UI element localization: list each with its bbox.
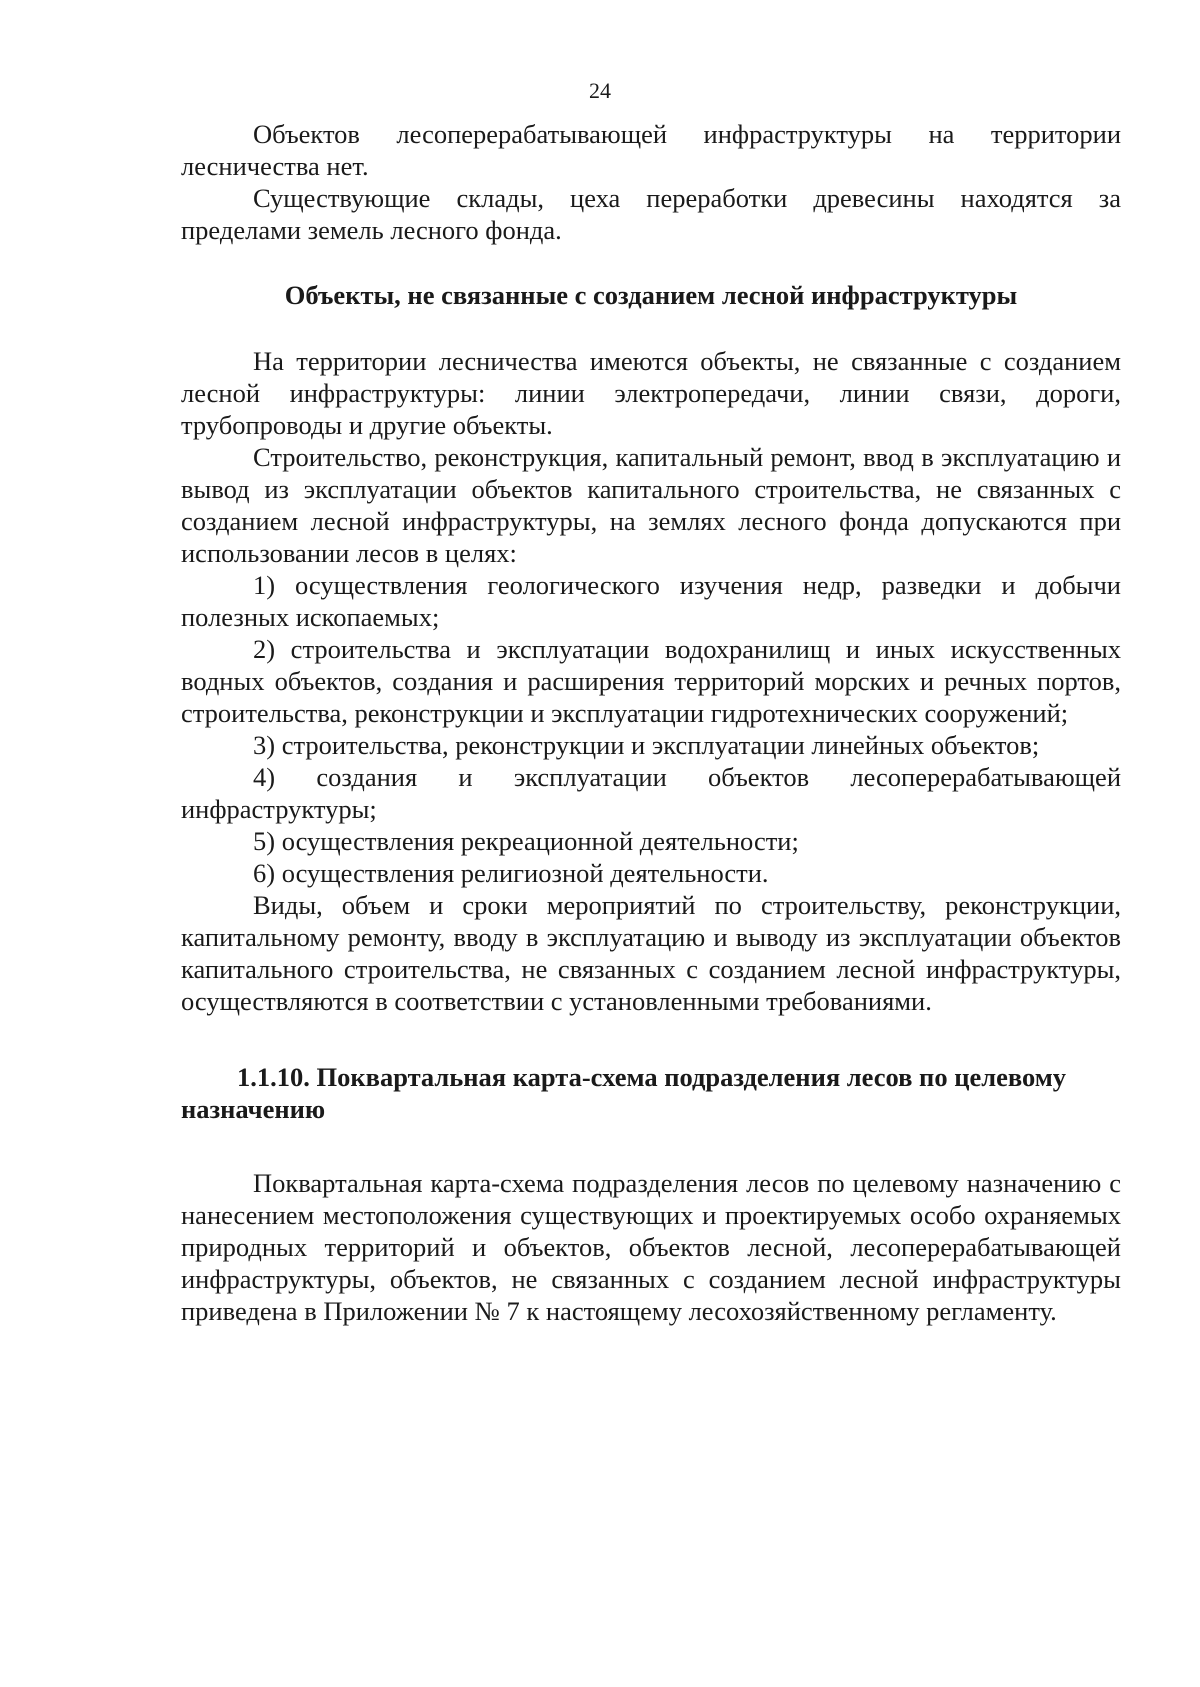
list-item: 6) осуществления религиозной деятельности. [253, 858, 769, 888]
paragraph: Поквартальная карта-схема подразделения лесов по целевому назначению с нанесением местоположения существующих и проектируемых особо охраняемых природных территорий и объектов, объектов лесной, лесоперерабатывающей инфраструктуры, объектов, не связанных с созданием лесной инфраструктуры приведена в Приложении № 7 к настоящему лесохозяйственному регламенту. [181, 1168, 1121, 1326]
paragraph: Существующие склады, цеха переработки древесины находятся за пределами земель лесного фонда. [181, 183, 1121, 245]
list-item: 3) строительства, реконструкции и эксплуатации линейных объектов; [253, 730, 1040, 760]
page-number: 24 [589, 78, 611, 103]
page-content [181, 118, 1121, 1327]
list-item: 5) осуществления рекреационной деятельности; [253, 826, 799, 856]
paragraph: Строительство, реконструкция, капитальный ремонт, ввод в эксплуатацию и вывод из эксплуатации объектов капитального строительства, не связанных с созданием лесной инфраструктуры, на землях лесного фонда допускаются при использовании лесов в целях: [181, 442, 1121, 568]
list-item: 2) строительства и эксплуатации водохранилищ и иных искусственных водных объектов, создания и расширения территорий морских и речных портов, строительства, реконструкции и эксплуатации гидротехнических сооружений; [181, 634, 1121, 728]
list-item: 4) создания и эксплуатации объектов лесоперерабатывающей инфраструктуры; [181, 762, 1121, 824]
subsection-heading: 1.1.10. Поквартальная карта-схема подразделения лесов по целевому назначению [181, 1062, 1067, 1124]
paragraph: Объектов лесоперерабатывающей инфраструктуры на территории лесничества нет. [181, 119, 1121, 181]
section-heading: Объекты, не связанные с созданием лесной инфраструктуры [284, 280, 1018, 310]
paragraph: На территории лесничества имеются объекты, не связанные с созданием лесной инфраструктуры: линии электропередачи, линии связи, дороги, трубопроводы и другие объекты. [181, 346, 1121, 440]
paragraph: Виды, объем и сроки мероприятий по строительству, реконструкции, капитальному ремонту, вводу в эксплуатацию и выводу из эксплуатации объектов капитального строительства, не связанных с созданием лесной инфраструктуры, осуществляются в соответствии с установленными требованиями. [181, 890, 1121, 1016]
list-item: 1) осуществления геологического изучения недр, разведки и добычи полезных ископаемых; [181, 570, 1121, 632]
